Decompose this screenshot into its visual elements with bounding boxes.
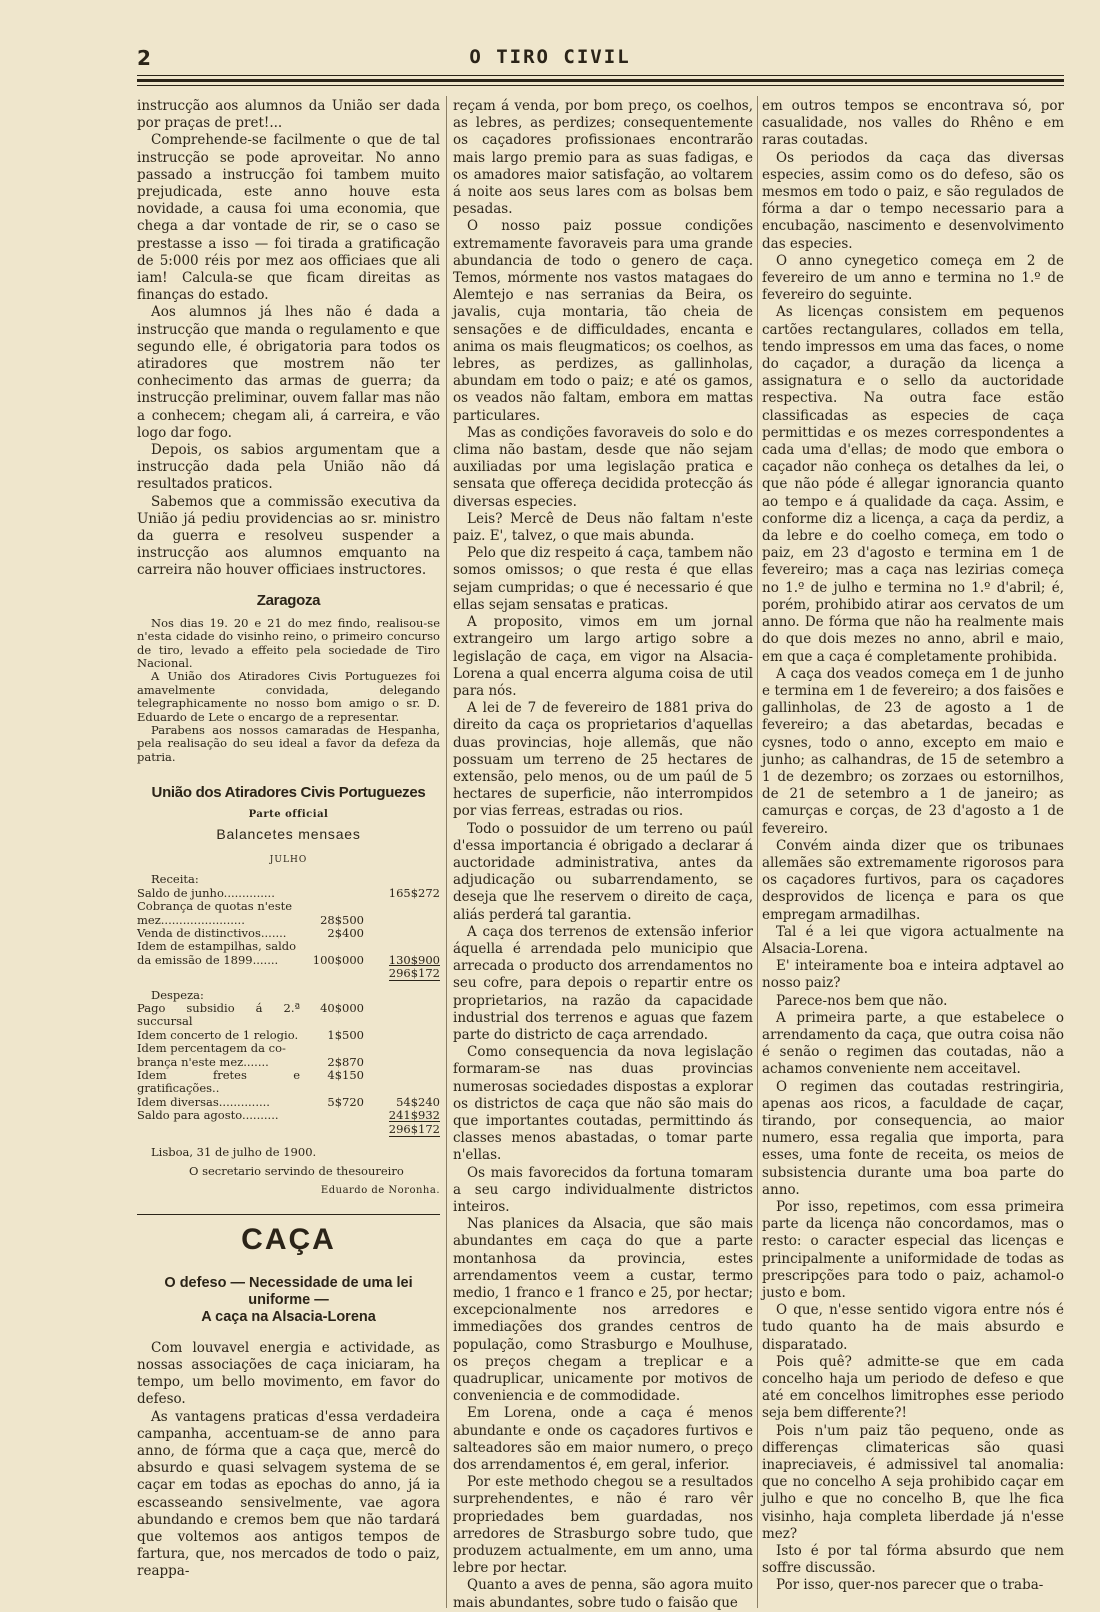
paragraph: Isto é por tal fórma absurdo que nem soffre discussão. [762, 1543, 1064, 1577]
signature-name: Eduardo de Noronha. [320, 1185, 440, 1197]
ledger-label: brança n'este mez....... [137, 1054, 269, 1069]
paragraph: As licenças consistem em pequenos cartões rectangulares, collados em tella, tendo impressos em uma das faces, o nome do caçador, a duração da licença a assignatura e o sello da auctoridade respectiva. Na outra face estão classificadas as especies de caça permittidas e os mezes correspondentes a cada uma d'ellas; de modo que embora o caçador não conheça os detalhes da lei, o que não póde é allegar ignorancia quanto ao tempo e á qualidade da caça. Assim, e conforme diz a licença, a caça da perdiz, a da lebre e do coelho começa, em todo o paiz, em 23 d'agosto e termina em 1 de fevereiro; mas a caça nas lezirias começa no 1.º de julho e termina no 1.º d'abril; é, porém, prohibido atirar aos cervatos de um anno. De fórma que não ha realmente mais do que dois mezes no anno, abril e maio, em que a caça é completamente prohibida. [762, 304, 1064, 665]
header-rule [137, 75, 1064, 76]
ledger-subtotal [364, 1029, 440, 1042]
month-label: JULHO [269, 855, 308, 866]
despeza-label: Despeza: [151, 987, 204, 1002]
ledger-subtotal: 54$240 [396, 1094, 440, 1109]
ledger-amount: 28$500 [320, 912, 364, 927]
ledger-label: Idem percentagem da co- [137, 1041, 286, 1056]
paragraph: Quanto a aves de penna, são agora muito mais abundantes, sobre tudo o faisão que [453, 1577, 753, 1611]
paragraph: E' inteiramente boa e inteira adptavel ao nosso paiz? [762, 958, 1064, 992]
paragraph: As vantagens praticas d'essa verdadeira campanha, accentuam-se de anno para anno, de fórma que a caça que, mercê do absurdo e quasi selvagem systema de se caçar em todas as epochas do anno, já ia escasseando sensivelmente, vae agora abundando e cremos bem que não tardará que voltemos aos antigos tempos de fartura, que, nos mercados de todo o paiz, reappa- [137, 1408, 440, 1580]
paragraph: Os periodos da caça das diversas especies, assim como os do defeso, são os mesmos em todo o paiz, e são regulados de fórma a dar o tempo necessario para a encubação, nascimento e desenvolvimento das especies. [762, 149, 1064, 252]
ledger-amount [300, 1109, 364, 1122]
ledger-amount: 100$000 [312, 952, 364, 967]
ledger-subtotal: 130$900 [388, 952, 440, 967]
ledger-label: Idem diversas.............. [137, 1094, 270, 1109]
parte-official-subheading: Parte official [248, 809, 329, 821]
paragraph: Pois n'um paiz tão pequeno, onde as differenças climatericas são quasi inapreciaveis, é admissivel tal anomalia: que no concelho A seja prohibido caçar em julho e que no concelho B, que lhe fica visinho, haja completa liberdade já n'esse mez? [762, 1422, 1064, 1542]
paragraph: Todo o possuidor de um terreno ou paúl d'essa importancia é obrigado a declarar á auctoridade administrativa, antes da adjudicação ou subarrendamento, se deseja que lhe reservem o direito de caça, aliás perderá tal garantia. [453, 820, 753, 923]
ledger-subtotal [364, 1042, 440, 1055]
uniao-heading: União dos Atiradores Civis Portuguezes [151, 784, 426, 802]
paragraph: Nos dias 19. 20 e 21 do mez findo, realisou-se n'esta cidade do visinho reino, o primeiro concurso de tiro, levado a effeito pela sociedade de Tiro Nacional. [137, 615, 440, 670]
column-2 [453, 98, 753, 1612]
ledger-label: Pago subsidio á 2.ª succursal [137, 1001, 300, 1029]
header-rule-thick [137, 79, 1064, 82]
signature-title: O secretario servindo de thesoureiro [189, 1164, 404, 1179]
paragraph: Nas planices da Alsacia, que são mais abundantes em caça do que a parte montanhosa da provincia, estes arrendamentos veem a custar, termo medio, 1 franco e 1 franco e 25, por hectar; excepcionalmente nos arredores e immediações dos grandes centros de população, como Strasburgo e Moulhuse, os preços chegam a treplicar e a quadruplicar, unicamente por motivos de conveniencia e de commodidade. [453, 1216, 753, 1405]
paragraph: O que, n'esse sentido vigora entre nós é tudo quanto ha de mais absurdo e disparatado. [762, 1302, 1064, 1353]
column-divider [446, 96, 447, 1608]
paragraph: instrucção aos alumnos da União ser dada por praças de pret!... [137, 98, 440, 132]
ledger-row [137, 887, 440, 900]
page-number: 2 [137, 46, 151, 70]
ledger-label: Venda de distinctivos....... [137, 925, 287, 940]
ledger-amount: 5$720 [327, 1094, 364, 1109]
paragraph: Como consequencia da nova legislação formaram-se nas duas provincias numerosas sociedades dispostas a explorar os districtos de caça que não são mais do que importantes coutadas, permittindo ás classes menos abastadas, o tomar parte n'ellas. [453, 1044, 753, 1164]
ledger-subtotal [364, 900, 440, 913]
ledger-label: Saldo para agosto.......... [137, 1108, 279, 1123]
ledger-label: Idem de estampilhas, saldo [137, 939, 297, 954]
paragraph: Convém ainda dizer que os tribunaes allemães são extremamente rigorosos para os caçadores furtivos, para os caçadores desprovidos de licença e para os que empregam armadilhas. [762, 837, 1064, 923]
article-heading-line: O defeso — Necessidade de uma lei uniforme — [164, 1274, 413, 1308]
ledger-row [137, 1069, 440, 1096]
paragraph: A lei de 7 de fevereiro de 1881 priva do direito da caça os proprietarios d'aquellas duas provincias, hoje allemãs, que não possuam um terreno de 25 hectares de extensão, pelo menos, ou de um paúl de 5 hectares de superficie, não interrompidos por vias ferreas, estradas ou rios. [453, 700, 753, 820]
paragraph: A caça dos terrenos de extensão inferior áquella é arrendada pelo municipio que arrecada o producto dos arrendamentos no seu cofre, para depois o repartir entre os proprietarios, na razão da capacidade industrial dos terrenos e aguas que fazem parte do districto de caça arrendado. [453, 923, 753, 1043]
masthead-title: O TIRO CIVIL [469, 46, 631, 68]
article-heading-line: A caça na Alsacia-Lorena [201, 1308, 376, 1325]
paragraph: Pelo que diz respeito á caça, tambem não somos omissos; o que resta é que ellas sejam cumpridas; o que é necessario é que ellas sejam sensatas e praticas. [453, 545, 753, 613]
ledger-amount [300, 900, 364, 913]
ledger-subtotal [364, 1002, 440, 1029]
ledger-amount: 1$500 [327, 1027, 364, 1042]
article-heading [137, 1275, 440, 1326]
balancetes-subheading: Balancetes mensaes [216, 826, 361, 843]
paragraph: Leis? Mercê de Deus não faltam n'este paiz. E', talvez, o que mais abunda. [453, 510, 753, 545]
receita-label: Receita: [151, 872, 199, 887]
ledger-subtotal: 241$932 [388, 1108, 440, 1123]
ledger-amount: 2$400 [327, 925, 364, 940]
balance-sheet [137, 873, 440, 1136]
ledger-label: Cobrança de quotas n'este [137, 899, 293, 914]
ledger-label: Saldo de junho.............. [137, 885, 275, 900]
zaragoza-heading: Zaragoza [256, 591, 321, 609]
ledger-subtotal: 165$272 [388, 885, 440, 900]
paragraph: Sabemos que a commissão executiva da União já pediu providencias ao sr. ministro da guerra e resolveu suspender a instrucção aos alumnos emquanto na carreira não houver officiaes instructores. [137, 493, 440, 579]
ledger-row [137, 900, 440, 913]
ledger-amount [300, 940, 364, 953]
column-3 [762, 98, 1064, 1595]
ledger-subtotal [364, 914, 440, 927]
ledger-subtotal [364, 1056, 440, 1069]
paragraph: Em Lorena, onde a caça é menos abundante e onde os caçadores furtivos e salteadores são em maior numero, o preço dos arrendamentos é, em geral, inferior. [453, 1405, 753, 1474]
paragraph: A primeira parte, a que estabelece o arrendamento da caça, que outra coisa não é senão o regimen das coutadas, não a achamos conveniente nem acceitavel. [762, 1009, 1064, 1078]
ledger-label: Idem concerto de 1 relogio. [137, 1027, 299, 1042]
ledger-label: Idem fretes e gratificações.. [137, 1068, 300, 1096]
paragraph: A caça dos veados começa em 1 de junho e termina em 1 de fevereiro; a dos faisões e gallinholas, de 23 de agosto a 1 de fevereiro; a das abetardas, becadas e cysnes, todo o anno, excepto em maio e junho; as calhandras, de 15 de setembro a 1 de dezembro; os zorzaes ou estornilhos, de 21 de setembro a 1 de janeiro; as camurças e corças, de 23 d'agosto a 1 de fevereiro. [762, 665, 1064, 837]
paragraph: O anno cynegetico começa em 2 de fevereiro de um anno e termina no 1.º de fevereiro do seguinte. [762, 252, 1064, 304]
column-divider [757, 96, 758, 1608]
ledger-label: mez....................... [137, 912, 245, 927]
ledger-row [137, 1056, 440, 1069]
ledger-row [137, 940, 440, 953]
paragraph: Por isso, repetimos, com essa primeira parte da licença não concordamos, mas o resto: o caracter especial das licenças e principalmente a uniformidade de todas as prescripções para todo o paiz, achamol-o justo e bom. [762, 1199, 1064, 1302]
paragraph: A União dos Atiradores Civis Portuguezes foi amavelmente convidada, delegando telegraphicamente no nosso bom amigo o sr. D. Eduardo de Lete o encargo de a representar. [137, 669, 440, 724]
paragraph: Aos alumnos já lhes não é dada a instrucção que manda o regulamento e que segundo elle, é obrigatoria para todos os atiradores que mostrem não ter conhecimento das armas de guerra; da instrucção preliminar, ouvem fallar mas não a conhecem; chegam ali, á carreira, e vão logo dar fogo. [137, 304, 440, 441]
ledger-row [137, 1029, 440, 1042]
paragraph: O regimen das coutadas restringiria, apenas aos ricos, a faculdade de caçar, tirando, por consequencia, ao maior numero, essa regalia que importa, para esses, uma fonte de receita, os meios de subsistencia durante uma boa parte do anno. [762, 1078, 1064, 1198]
paragraph: Pois quê? admitte-se que em cada concelho haja um periodo de defeso e que até em concelhos limitrophes esse periodo seja bem differente?! [762, 1353, 1064, 1422]
receita-total: 296$172 [388, 966, 440, 981]
paragraph: Por isso, quer-nos parecer que o traba- [776, 1577, 1044, 1594]
despeza-total: 296$172 [388, 1121, 440, 1136]
ledger-subtotal [364, 940, 440, 953]
ledger-subtotal [364, 1069, 440, 1096]
paragraph: Parece-nos bem que não. [776, 992, 948, 1009]
paragraph: reçam á venda, por bom preço, os coelhos, as lebres, as perdizes; consequentemente os caçadores profissionaes encontrarão mais largo premio para as suas fadigas, e os amadores maior satisfação, ao voltarem á noite aos seus lares com as bolsas bem pesadas. [453, 98, 753, 218]
paragraph: Mas as condições favoraveis do solo e do clima não bastam, desde que não sejam auxiliadas por uma legislação pratica e sensata que offereça decidida protecção ás diversas especies. [453, 424, 753, 510]
ledger-row [137, 1002, 440, 1029]
paragraph: Os mais favorecidos da fortuna tomaram a seu cargo individualmente districtos inteiros. [453, 1164, 753, 1215]
paragraph: O nosso paiz possue condições extremamente favoraveis para uma grande abundancia de todo o genero de caça. Temos, mórmente nos vastos matagaes do Alemtejo e nas serranias da Beira, os javalis, cuja montaria, tão cheia de sensações e de difficuldades, encanta e anima os mais fleugmaticos; os coelhos, as lebres, as perdizes, as gallinholas, abundam em todo o paiz; e até os gamos, os veados não faltam, embora em mattas particulares. [453, 218, 753, 424]
ledger-label: da emissão de 1899....... [137, 952, 279, 967]
column-1 [137, 98, 440, 1581]
ledger-row [137, 927, 440, 940]
header-rule [137, 85, 1064, 86]
paragraph: Por este methodo chegou se a resultados surprehendentes, e não é raro vêr propriedades bem guardadas, nos arredores de Strasburgo sobre tudo, que produzem actualmente, em um anno, uma lebre por hectar. [453, 1474, 753, 1577]
ledger-row [137, 914, 440, 927]
ledger-amount: 4$150 [327, 1068, 364, 1083]
ledger-amount [300, 1042, 364, 1055]
paragraph: em outros tempos se encontrava só, por casualidade, nos valles do Rhêno e em raras coutadas. [762, 98, 1064, 149]
paragraph: Parabens aos nossos camaradas de Hespanha, pela realisação do seu ideal a favor da defeza da patria. [137, 722, 440, 764]
ledger-amount: 40$000 [320, 1001, 364, 1016]
ledger-amount [300, 887, 364, 900]
paragraph: Depois, os sabios argumentam que a instrucção dada pela União não dá resultados praticos. [137, 442, 440, 493]
paragraph: Com louvavel energia e actividade, as nossas associações de caça iniciaram, ha tempo, um bello movimento, em favor do defeso. [137, 1339, 440, 1408]
paragraph: A proposito, vimos em um jornal extrangeiro um largo artigo sobre a legislação de caça, em vigor na Alsacia-Lorena a qual encerra alguma coisa de util para nós. [453, 614, 753, 699]
ledger-row [137, 1042, 440, 1055]
paragraph: Comprehende-se facilmente o que de tal instrucção se pode aproveitar. No anno passado a instrucção foi tambem muito prejudicada, este anno houve esta novidade, a causa foi uma economia, que chega a dar vontade de rir, se o caso se prestasse a isso — foi tirada a gratificação de 5:000 réis por mez aos officiaes que ali iam! Calcula-se que ficam direitas as finanças do estado. [137, 132, 440, 304]
section-title-caca: CAÇA [137, 1214, 440, 1257]
ledger-subtotal [364, 927, 440, 940]
ledger-row [137, 1096, 440, 1109]
dateline: Lisboa, 31 de julho de 1900. [151, 1145, 317, 1160]
paragraph: Tal é a lei que vigora actualmente na Alsacia-Lorena. [762, 923, 1064, 957]
ledger-amount: 2$870 [327, 1054, 364, 1069]
